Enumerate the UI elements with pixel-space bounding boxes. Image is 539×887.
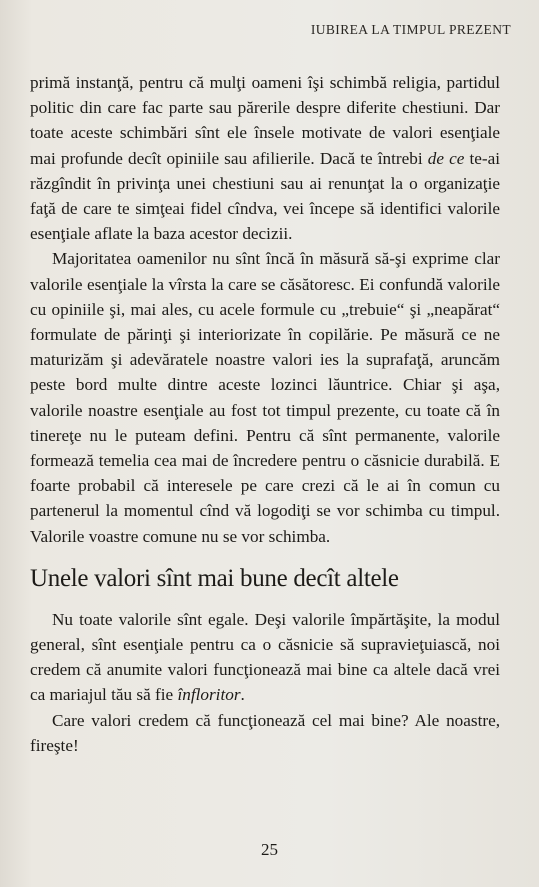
paragraph-3-emphasis: înfloritor [177, 685, 241, 705]
page-body [30, 70, 500, 758]
paragraph-1-emphasis: de ce [427, 148, 465, 168]
paragraph-3-text-a: Nu toate valorile sînt egale. Deşi valorile împărtăşite, la modul general, sînt esenţiale pentru ca o căsnicie să supravieţuiască, noi credem că anumite valori funcţionează mai bine ca altele dacă vrei ca mariajul tău să fie [30, 609, 500, 705]
paragraph-1 [30, 70, 500, 246]
paragraph-2: Majoritatea oamenilor nu sînt încă în măsură să-şi exprime clar valorile esenţiale la vîrsta la care se căsătoresc. Ei confundă valorile cu opiniile şi, mai ales, cu acele formule cu „trebuie“ şi „neapărat“ formulate de părinţi şi interiorizate în copilărie. Pe măsură ce ne maturizăm şi adevăratele noastre valori ies la suprafaţă, aruncăm peste bord multe dintre aceste lozinci lăuntrice. Chiar şi aşa, valorile noastre esenţiale au fost tot timpul prezente, cu toate că în tinereţe nu le puteam defini. Pentru că sînt permanente, valorile formează temelia cea mai de încredere pentru o căsnicie durabilă. E foarte probabil că interesele pe care crezi că le ai în comun cu partenerul la momentul cînd vă logodiţi se vor schimba cu timpul. Valorile voastre comune nu se vor schimba. [30, 249, 500, 546]
paragraph-1-text-a: primă instanţă, pentru că mulţi oameni îşi schimbă religia, partidul politic din care fac parte sau părerile despre diferite chestiuni. Dar toate aceste schimbări sînt ele însele motivate de valori esenţiale mai profunde decît opiniile sau afilierile. Dacă te întrebi [30, 73, 500, 168]
paragraph-3-text-b: . [240, 685, 245, 705]
paragraph-3 [30, 607, 500, 708]
running-header: IUBIREA LA TIMPUL PREZENT [310, 22, 511, 37]
paragraph-4: Care valori credem că funcţionează cel mai bine? Ale noastre, fireşte! [30, 710, 500, 755]
section-heading: Unele valori sînt mai bune decît altele [30, 564, 399, 592]
paragraph-1-text-b: te-ai răzgîndit în privinţa unei chestiuni sau ai renunţat la o organizaţie faţă de care te simţeai fidel cîndva, vei începe să identifici valorile esenţiale aflate la baza acestor decizii. [30, 148, 500, 244]
page-number: 25 [261, 840, 278, 859]
